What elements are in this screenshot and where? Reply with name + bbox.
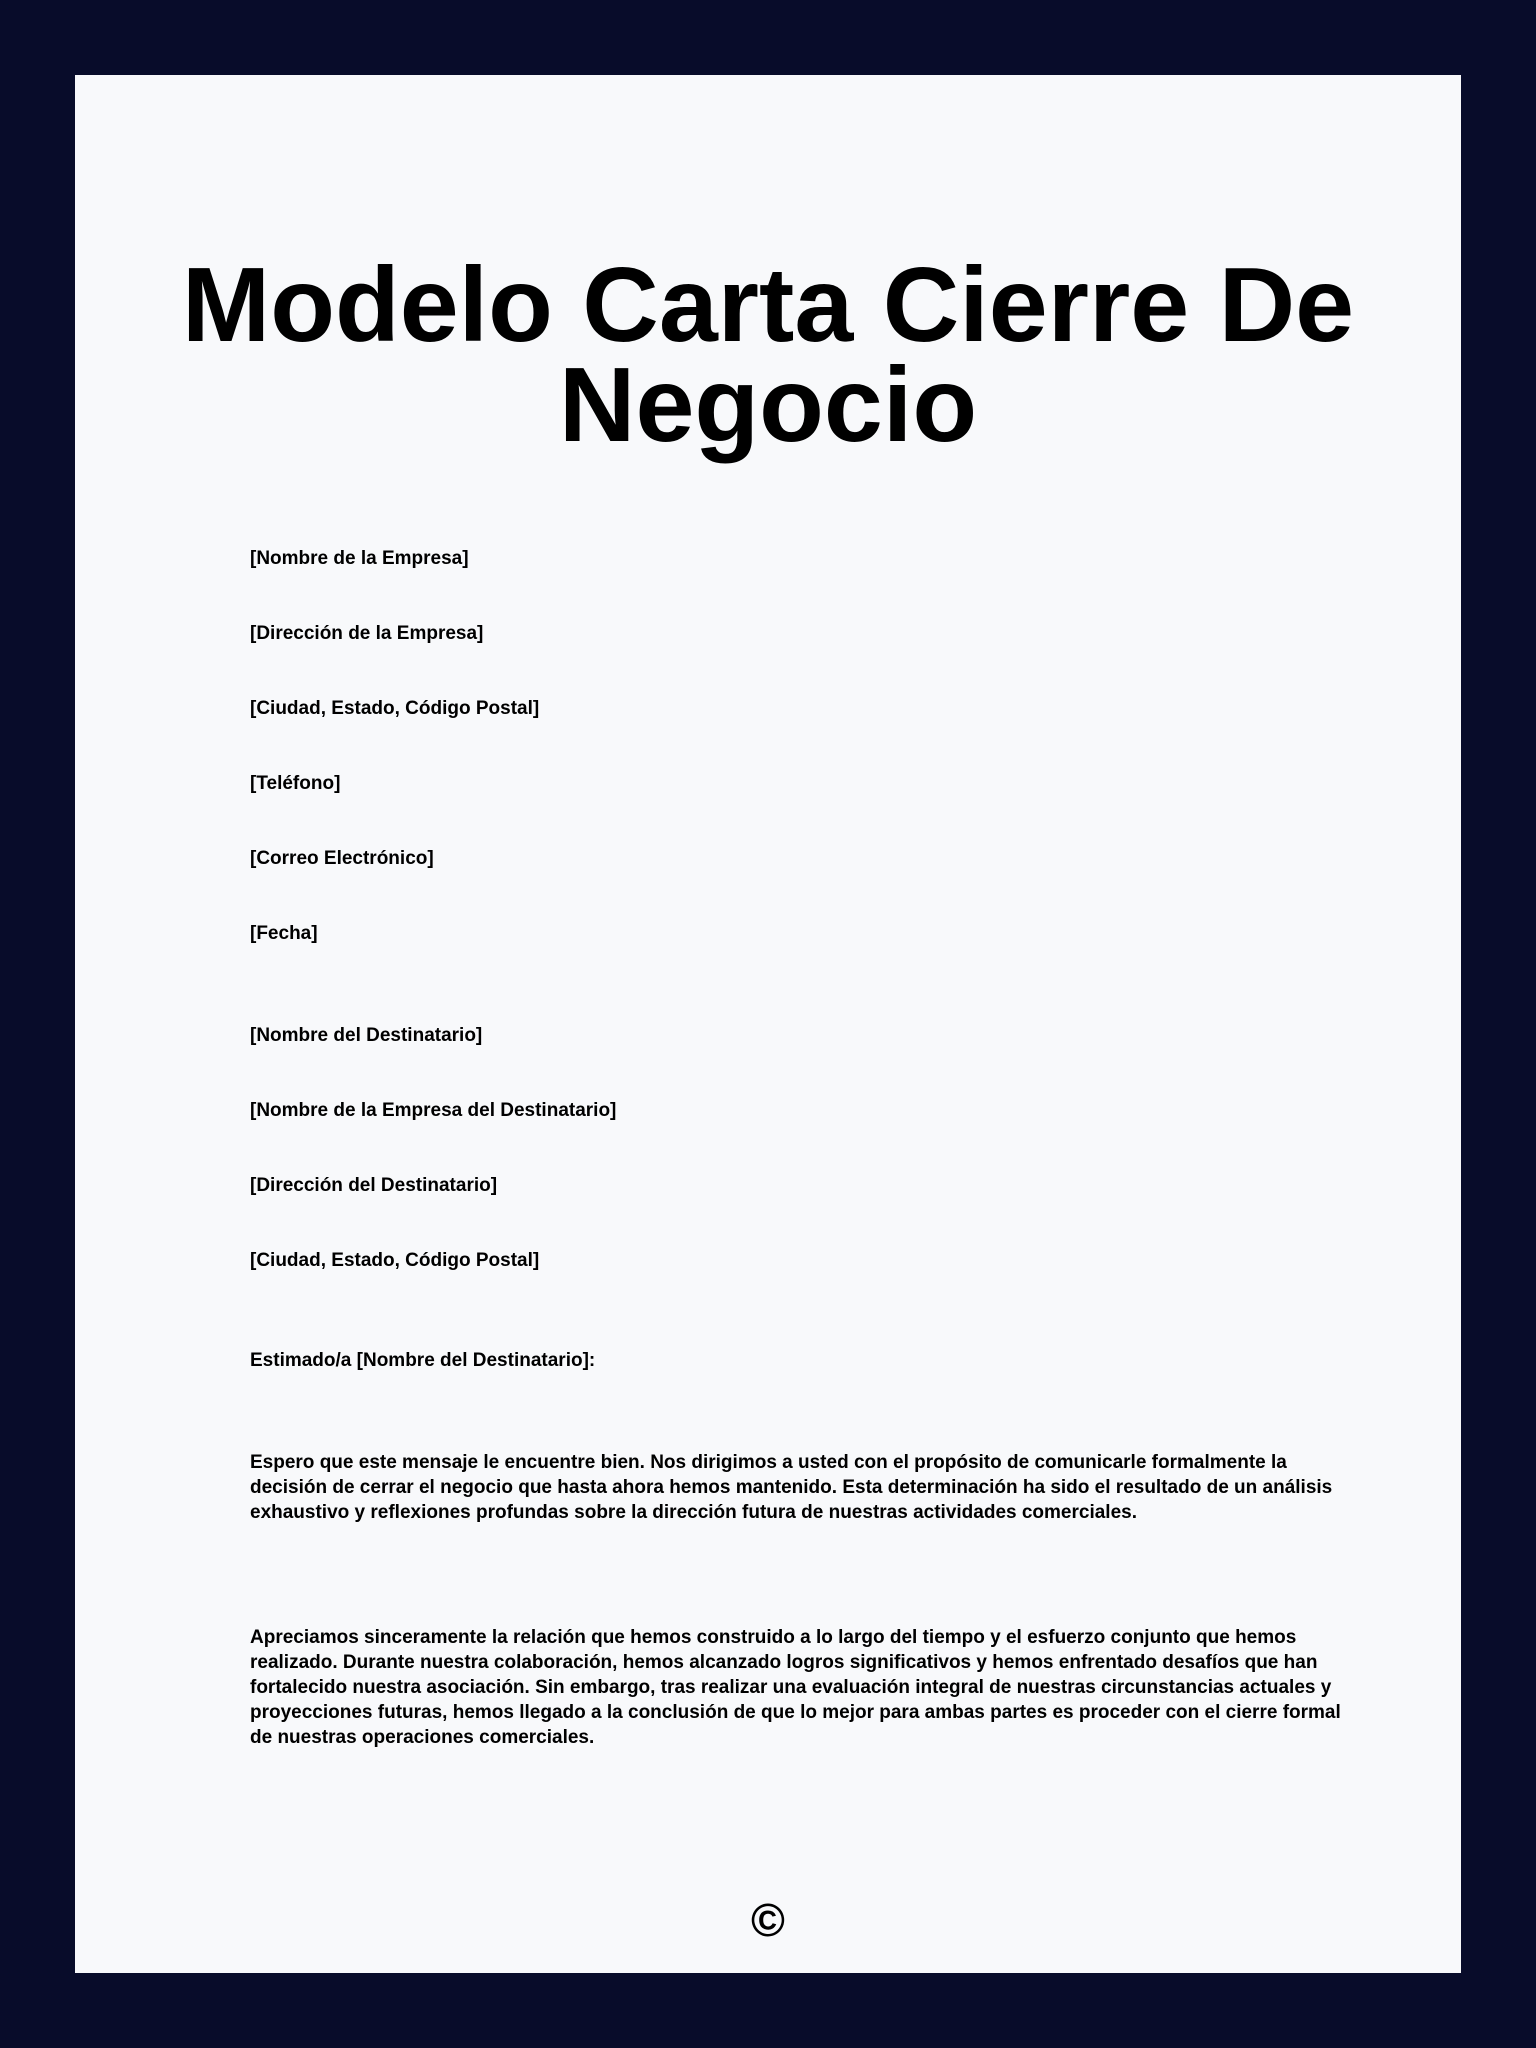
recipient-city-state-zip: [Ciudad, Estado, Código Postal] (250, 1250, 540, 1271)
letter-date: [Fecha] (250, 923, 318, 944)
sender-email: [Correo Electrónico] (250, 848, 434, 869)
body-paragraph-2: Apreciamos sinceramente la relación que hemos construido a lo largo del tiempo y el esfuerzo conjunto que hemos realizado. Durante nuestra colaboración, hemos alcanzado logros significativos y hemos enfrentado desafíos que han fortalecido nuestra asociación. Sin embargo, tras realizar una evaluación integral de nuestras circunstancias actuales y proyecciones futuras, hemos llegado a la conclusión de que lo mejor para ambas partes es proceder con el cierre formal de nuestras operaciones comerciales. (250, 1627, 1341, 1748)
document-title: Modelo Carta Cierre De Negocio (181, 246, 1355, 464)
salutation: Estimado/a [Nombre del Destinatario]: (250, 1350, 596, 1371)
recipient-company: [Nombre de la Empresa del Destinatario] (250, 1100, 617, 1121)
body-paragraph-1: Espero que este mensaje le encuentre bien. Nos dirigimos a usted con el propósito de comunicarle formalmente la decisión de cerrar el negocio que hasta ahora hemos mantenido. Esta determinación ha sido el resultado de un análisis exhaustivo y reflexiones profundas sobre la dirección futura de nuestras actividades comerciales. (250, 1452, 1333, 1523)
sender-city-state-zip: [Ciudad, Estado, Código Postal] (250, 698, 540, 719)
sender-phone: [Teléfono] (250, 773, 341, 794)
sender-block (250, 548, 1350, 998)
recipient-block (250, 1025, 1350, 1325)
recipient-name: [Nombre del Destinatario] (250, 1025, 483, 1046)
recipient-address: [Dirección del Destinatario] (250, 1175, 498, 1196)
sender-address: [Dirección de la Empresa] (250, 623, 484, 644)
sender-company-name: [Nombre de la Empresa] (250, 548, 469, 569)
copyright-icon: © (751, 1894, 785, 1946)
letter-page (75, 75, 1461, 1973)
